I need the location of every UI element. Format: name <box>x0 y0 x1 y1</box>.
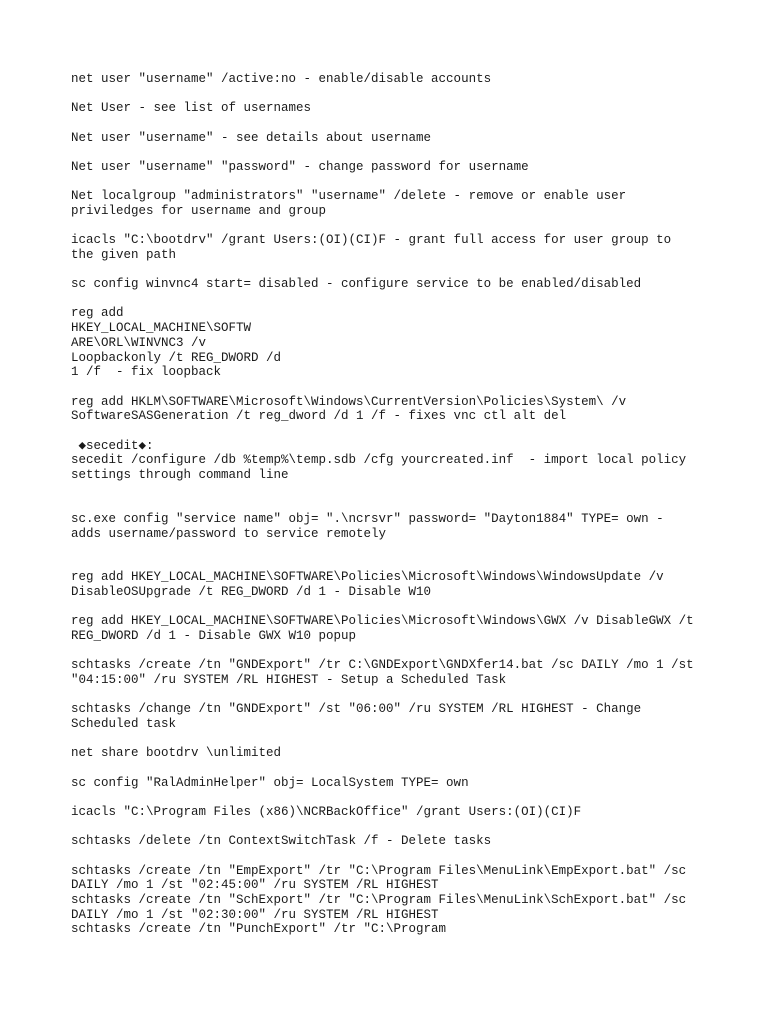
command-note-block <box>71 614 711 643</box>
text-line: the given path <box>71 247 177 262</box>
text-line: schtasks /delete /tn ContextSwitchTask /f - Delete tasks <box>71 834 492 849</box>
text-line: icacls "C:\bootdrv" /grant Users:(OI)(CI)F - grant full access for user group to <box>71 233 672 248</box>
text-line: sc.exe config "service name" obj= ".\ncrsvr" password= "Dayton1884" TYPE= own - <box>71 511 664 526</box>
text-line: schtasks /create /tn "PunchExport" /tr "C:\Program <box>71 922 447 937</box>
text-line: DisableOSUpgrade /t REG_DWORD /d 1 - Disable W10 <box>71 585 432 600</box>
command-note-block <box>71 101 711 116</box>
text-line: net share bootdrv \unlimited <box>71 746 282 761</box>
text-line: REG_DWORD /d 1 - Disable GWX W10 popup <box>71 629 357 644</box>
text-line: sc config "RalAdminHelper" obj= LocalSystem TYPE= own <box>71 775 469 790</box>
text-line: HKEY_LOCAL_MACHINE\SOFTW <box>71 321 252 336</box>
text-line: Scheduled task <box>71 717 177 732</box>
text-line: reg add HKEY_LOCAL_MACHINE\SOFTWARE\Policies\Microsoft\Windows\WindowsUpdate /v <box>71 570 664 585</box>
text-line: reg add HKEY_LOCAL_MACHINE\SOFTWARE\Policies\Microsoft\Windows\GWX /v DisableGWX /t <box>71 614 694 629</box>
blank-line <box>71 556 711 571</box>
command-note-block <box>71 160 711 175</box>
document-body <box>71 72 711 952</box>
command-note-block <box>71 189 711 218</box>
text-line: sc config winvnc4 start= disabled - configure service to be enabled/disabled <box>71 277 642 292</box>
text-line: schtasks /create /tn "GNDExport" /tr C:\GNDExport\GNDXfer14.bat /sc DAILY /mo 1 /st <box>71 658 694 673</box>
command-note-block <box>71 746 711 761</box>
command-note-block <box>71 306 711 380</box>
text-line: schtasks /create /tn "SchExport" /tr "C:\Program Files\MenuLink\SchExport.bat" /sc <box>71 893 687 908</box>
text-line: reg add <box>71 306 124 321</box>
text-line: DAILY /mo 1 /st "02:45:00" /ru SYSTEM /RL HIGHEST <box>71 878 439 893</box>
text-line: SoftwareSASGeneration /t reg_dword /d 1 /f - fixes vnc ctl alt del <box>71 409 567 424</box>
command-note-block <box>71 277 711 292</box>
text-line: schtasks /create /tn "EmpExport" /tr "C:\Program Files\MenuLink\EmpExport.bat" /sc <box>71 863 687 878</box>
blank-line <box>71 497 711 512</box>
text-line: schtasks /change /tn "GNDExport" /st "06:00" /ru SYSTEM /RL HIGHEST - Change <box>71 702 642 717</box>
command-note-block <box>71 395 711 424</box>
text-line: DAILY /mo 1 /st "02:30:00" /ru SYSTEM /RL HIGHEST <box>71 907 439 922</box>
text-line: ◆secedit◆: <box>71 438 154 453</box>
command-note-block <box>71 776 711 791</box>
text-line: priviledges for username and group <box>71 203 327 218</box>
text-line: reg add HKLM\SOFTWARE\Microsoft\Windows\CurrentVersion\Policies\System\ /v <box>71 394 627 409</box>
text-line: 1 /f - fix loopback <box>71 365 222 380</box>
command-note-block <box>71 72 711 87</box>
command-note-block <box>71 805 711 820</box>
command-note-block <box>71 834 711 849</box>
command-note-block <box>71 512 711 541</box>
command-note-block <box>71 570 711 599</box>
text-line: "04:15:00" /ru SYSTEM /RL HIGHEST - Setup a Scheduled Task <box>71 673 507 688</box>
text-line: ARE\ORL\WINVNC3 /v <box>71 335 207 350</box>
command-note-block <box>71 864 711 938</box>
command-note-block <box>71 233 711 262</box>
command-note-block <box>71 658 711 687</box>
command-note-block <box>71 702 711 731</box>
text-line: net user "username" /active:no - enable/disable accounts <box>71 72 492 86</box>
command-note-block <box>71 131 711 146</box>
text-line: settings through command line <box>71 468 289 482</box>
text-line: icacls "C:\Program Files (x86)\NCRBackOffice" /grant Users:(OI)(CI)F <box>71 805 582 820</box>
text-line: Loopbackonly /t REG_DWORD /d <box>71 350 282 365</box>
text-line: secedit /configure /db %temp%\temp.sdb /cfg yourcreated.inf - import local policy <box>71 453 687 468</box>
text-line: Net user "username" - see details about username <box>71 130 432 145</box>
command-note-block <box>71 439 711 483</box>
text-line: Net user "username" "password" - change password for username <box>71 159 529 174</box>
text-line: Net User - see list of usernames <box>71 101 312 116</box>
text-line: Net localgroup "administrators" "username" /delete - remove or enable user <box>71 189 627 204</box>
text-line: adds username/password to service remotely <box>71 526 387 541</box>
